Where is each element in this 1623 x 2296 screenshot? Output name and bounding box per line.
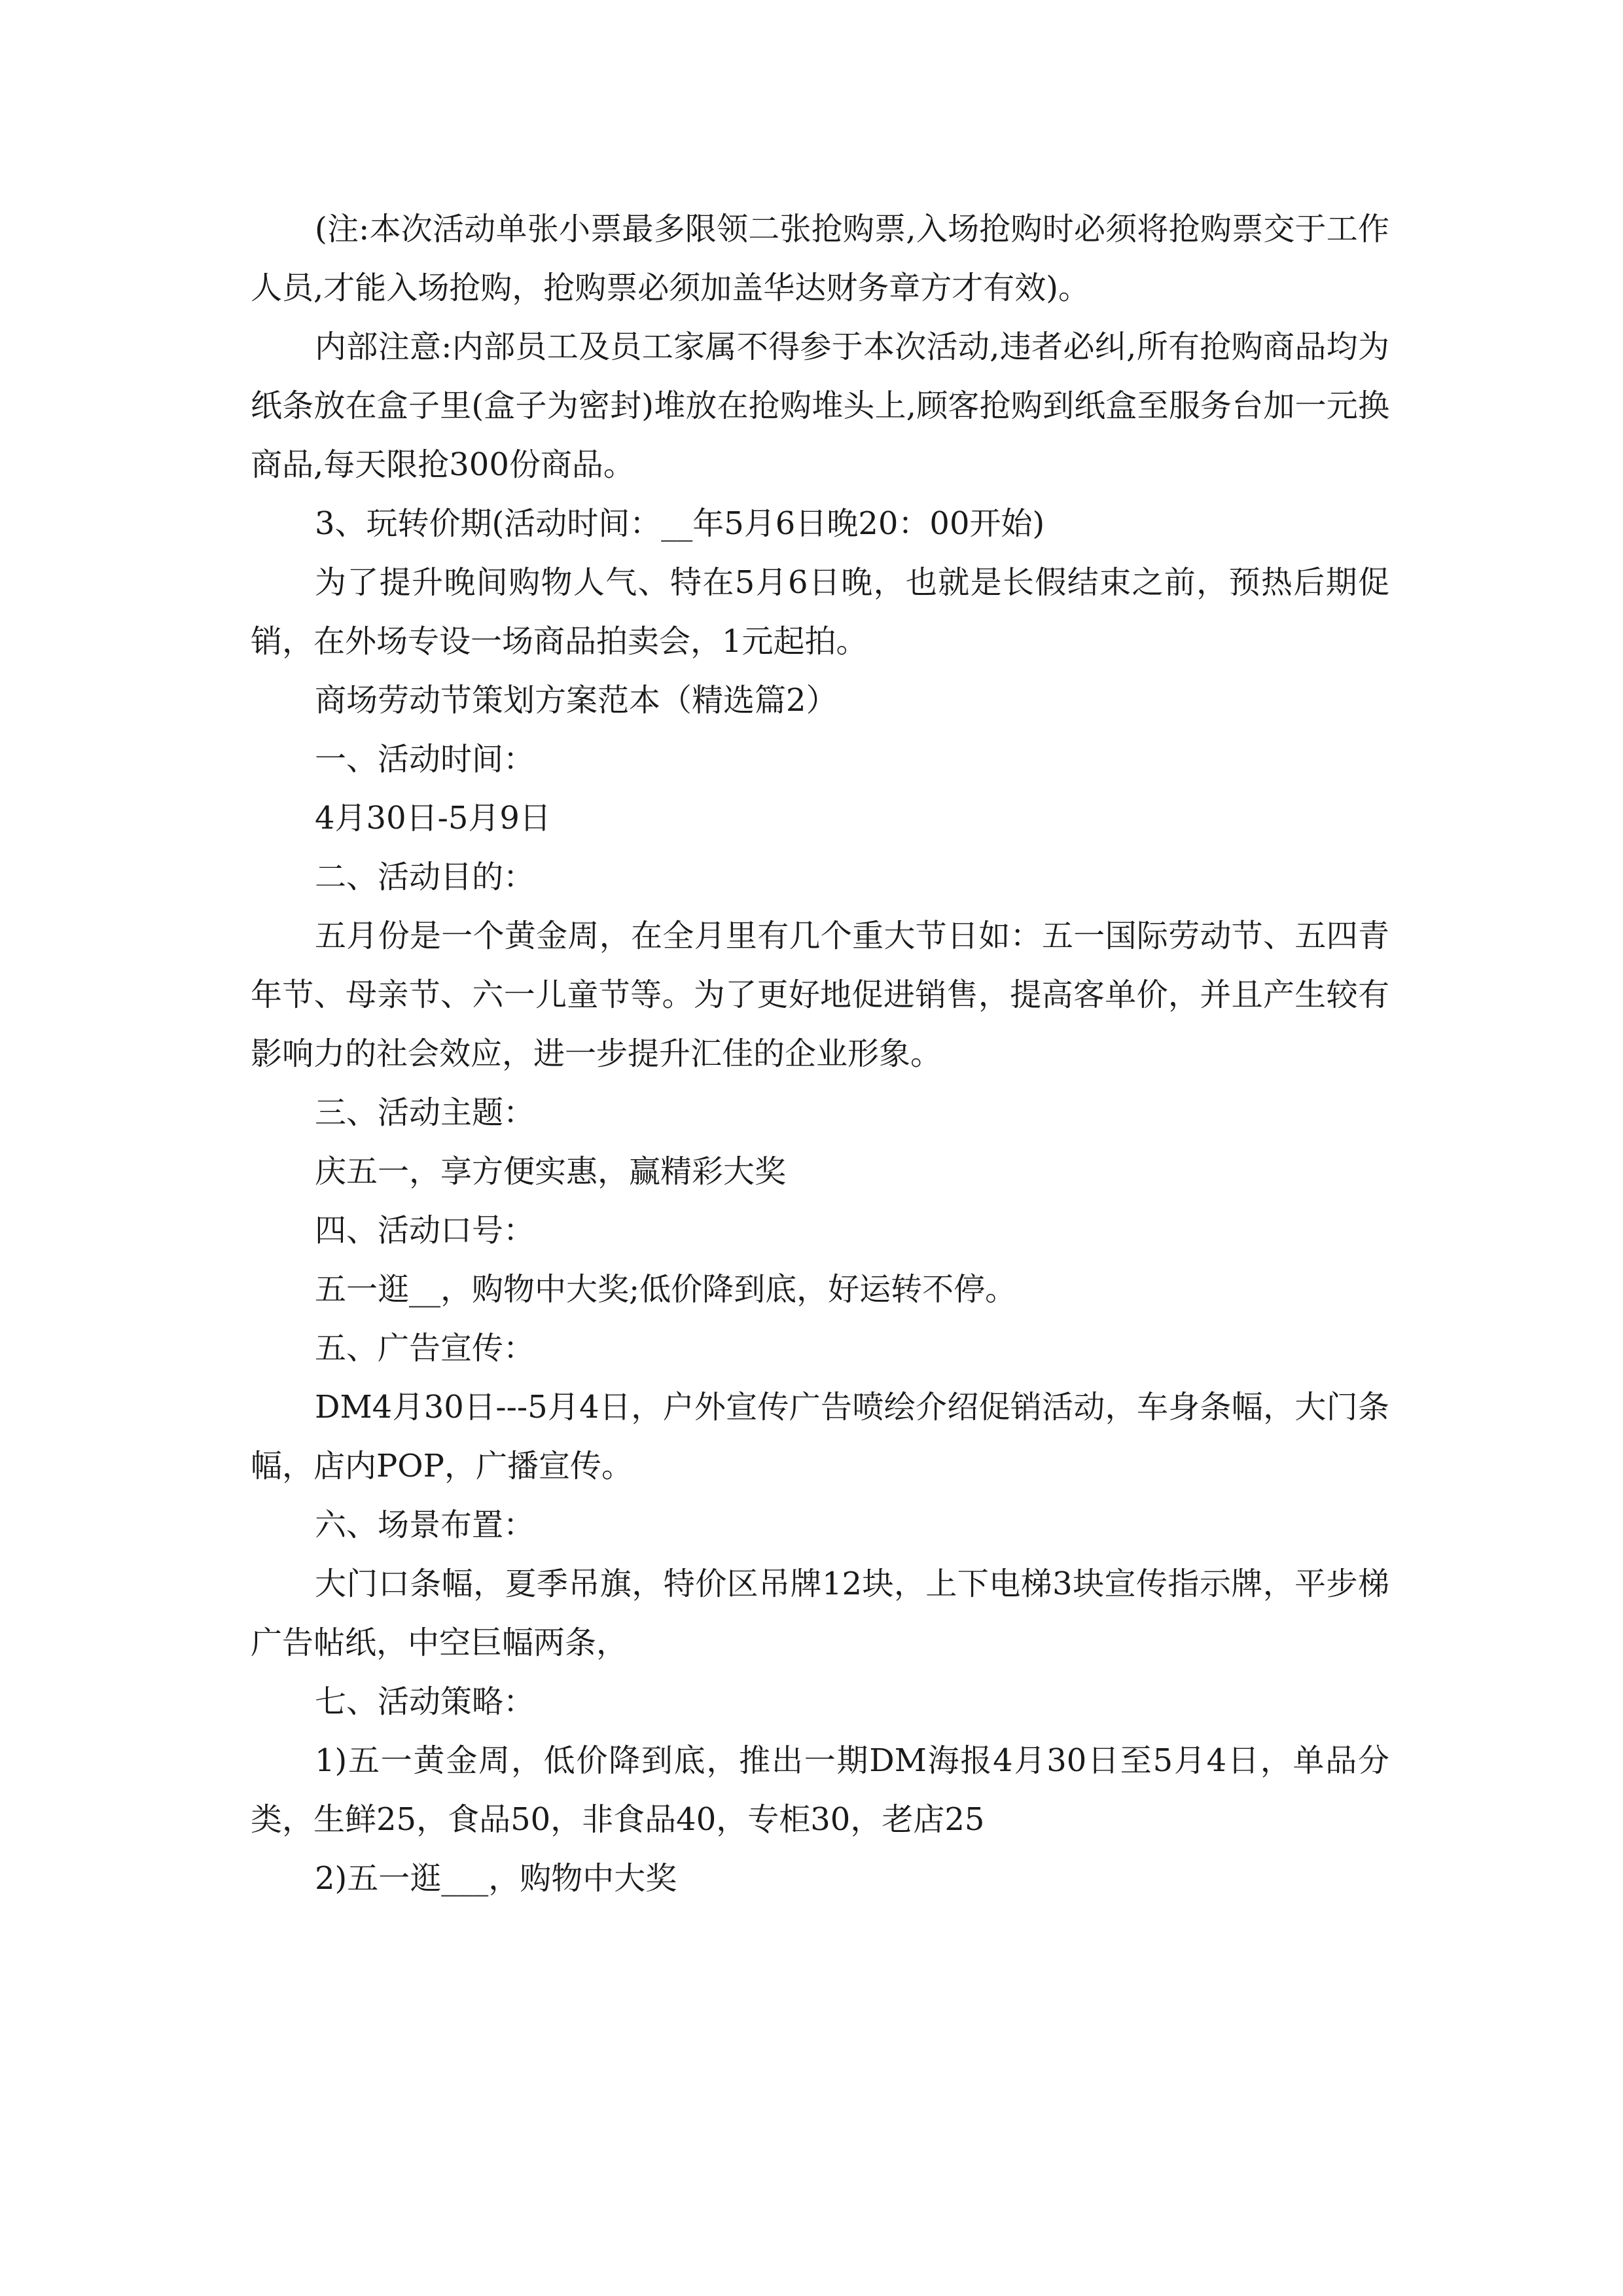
paragraph-activity-purpose: 五月份是一个黄金周，在全月里有几个重大节日如：五一国际劳动节、五四青年节、母亲节、六一儿童节等。为了更好地促进销售，提高客单价，并且产生较有影响力的社会效应，进一步提升汇佳的企业形象。 [251, 918, 1389, 1072]
document-body [251, 200, 1389, 1908]
heading-activity-time: 一、活动时间： [315, 741, 535, 778]
paragraph-auction: 为了提升晚间购物人气、特在5月6日晚，也就是长假结束之前，预热后期促销，在外场专设一场商品拍卖会，1元起拍。 [251, 564, 1389, 660]
heading-scene-layout: 六、场景布置： [315, 1507, 535, 1543]
heading-activity-strategy: 七、活动策略： [315, 1683, 535, 1720]
heading-activity-purpose: 二、活动目的： [315, 859, 535, 895]
paragraph-strategy-1: 1)五一黄金周，低价降到底，推出一期DM海报4月30日至5月4日，单品分类，生鲜25，食品50，非食品40，专柜30，老店25 [251, 1742, 1389, 1838]
paragraph-scene-layout: 大门口条幅，夏季吊旗，特价区吊牌12块，上下电梯3块宣传指示牌，平步梯广告帖纸，中空巨幅两条， [251, 1566, 1389, 1661]
paragraph-internal-note: 内部注意:内部员工及员工家属不得参于本次活动,违者必纠,所有抢购商品均为纸条放在盒子里(盒子为密封)堆放在抢购堆头上,顾客抢购到纸盒至服务台加一元换商品,每天限抢300份商品。 [251, 329, 1389, 483]
paragraph-activity-theme: 庆五一，享方便实惠，赢精彩大奖 [315, 1153, 787, 1190]
paragraph-activity-slogan: 五一逛__，购物中大奖;低价降到底，好运转不停。 [315, 1271, 1017, 1308]
paragraph-activity-dates: 4月30日-5月9日 [315, 800, 551, 836]
paragraph-price-period-heading: 3、玩转价期(活动时间：__年5月6日晚20：00开始) [315, 505, 1045, 542]
paragraph-strategy-2: 2)五一逛___，购物中大奖 [315, 1860, 677, 1897]
heading-activity-slogan: 四、活动口号： [315, 1212, 535, 1249]
paragraph-ticket-note: (注:本次活动单张小票最多限领二张抢购票,入场抢购时必须将抢购票交于工作人员,才能入场抢购，抢购票必须加盖华达财务章方才有效)。 [251, 211, 1389, 306]
section-title: 商场劳动节策划方案范本（精选篇2） [315, 682, 838, 719]
paragraph-advertising: DM4月30日---5月4日，户外宣传广告喷绘介绍促销活动，车身条幅，大门条幅，店内POP，广播宣传。 [251, 1389, 1389, 1484]
heading-activity-theme: 三、活动主题： [315, 1094, 535, 1131]
heading-advertising: 五、广告宣传： [315, 1330, 535, 1367]
